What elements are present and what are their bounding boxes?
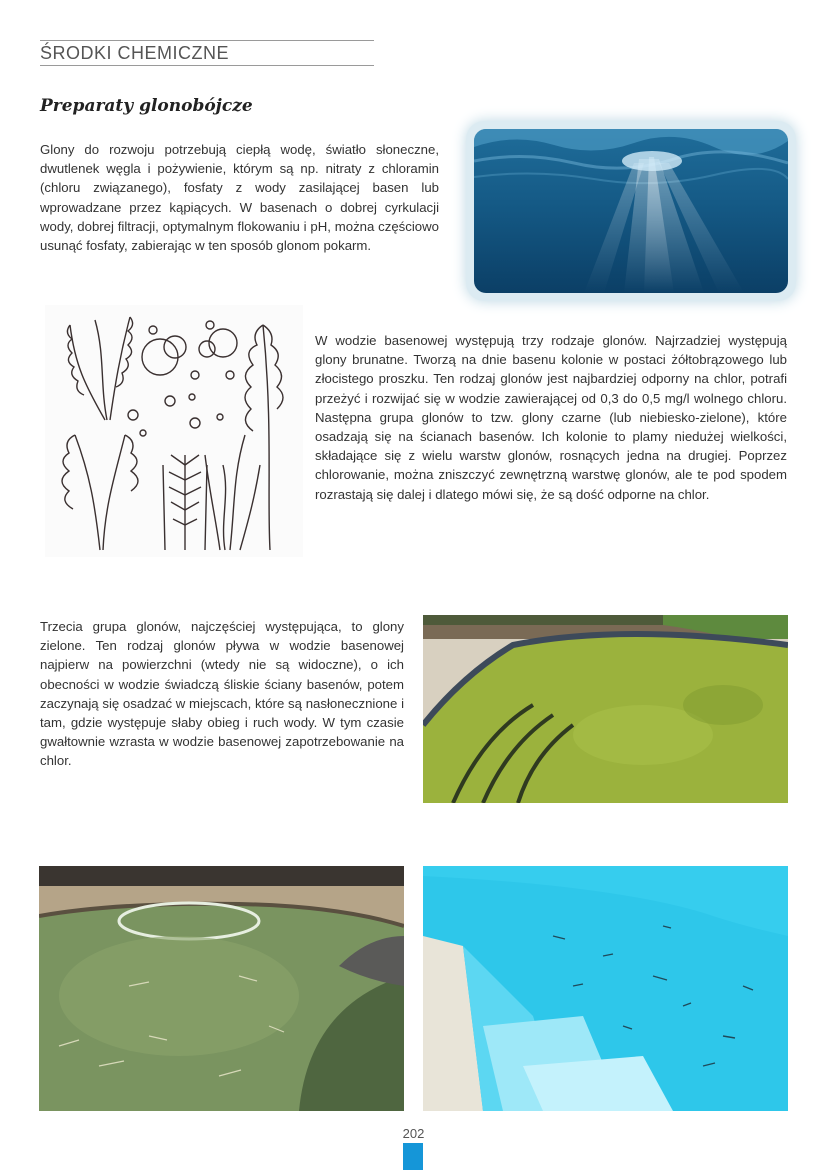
green-algae-paragraph: Trzecia grupa glonów, najczęściej występująca, to glony zielone. Ten rodzaj glonów pływa w wodzie basenowej najpierw na powierzchni (wtedy nie są widoczne), o ich obecności w wodzie świadczą śliskie ściany basenów, potem zaczynają się osadzać w miejscach, które są nasłonecznione i tam, gdzie występuje słaby obieg i ruch wody. W tym czasie gwałtownie wzrasta w wodzie basenowej zapotrzebowanie na chlor. (40, 619, 404, 769)
underwater-photo (466, 121, 796, 301)
subheading: Preparaty glonobójcze (40, 96, 253, 116)
green-pool-photo (423, 615, 788, 803)
algae-illustration (45, 305, 303, 557)
algae-types-paragraph: W wodzie basenowej występują trzy rodzaje glonów. Najrzadziej występują glony brunatne. Tworzą na dnie basenu kolonie w postaci żółtobrązowego lub złocistego proszku. Ten rodzaj glonów jest najbardziej odporny na chlor, potrafi przeżyć i rozwijać się w wodzie zawierającej od 0,3 do 0,5 mg/l wolnego chloru. Następna grupa glonów to tzw. glony czarne (lub niebiesko-zielone), które osadzają się na ścianach basenów. Ich kolonie to plamy niedużej wielkości, składające się z wielu warstw glonów, rosnących jedna na drugiej. Poprzez chlorowanie, można zniszczyć zewnętrzną warstwę glonów, ale te pod spodem rozrastają się dalej i dlatego mówi się, że są dość odporne na chlor. (315, 333, 787, 502)
intro-paragraph: Glony do rozwoju potrzebują ciepłą wodę, światło słoneczne, dwutlenek węgla i pożywienie, którym są np. nitraty z chloramin (chloru związanego), fosfaty z wody zasilającej basen lub wprowadzane przez kąpiących. W basenach o dobrej cyrkulacji wody, dobrej filtracji, optymalnym flokowaniu i pH, można częściowo usunąć fosfaty, zabierając w ten sposób glonom pokarm. (40, 142, 439, 254)
page-tab-marker (403, 1143, 423, 1170)
page-number: 202 (402, 1126, 425, 1141)
section-title: ŚRODKI CHEMICZNE (40, 40, 374, 66)
murky-pool-photo (39, 866, 404, 1111)
blue-pool-photo (423, 866, 788, 1111)
